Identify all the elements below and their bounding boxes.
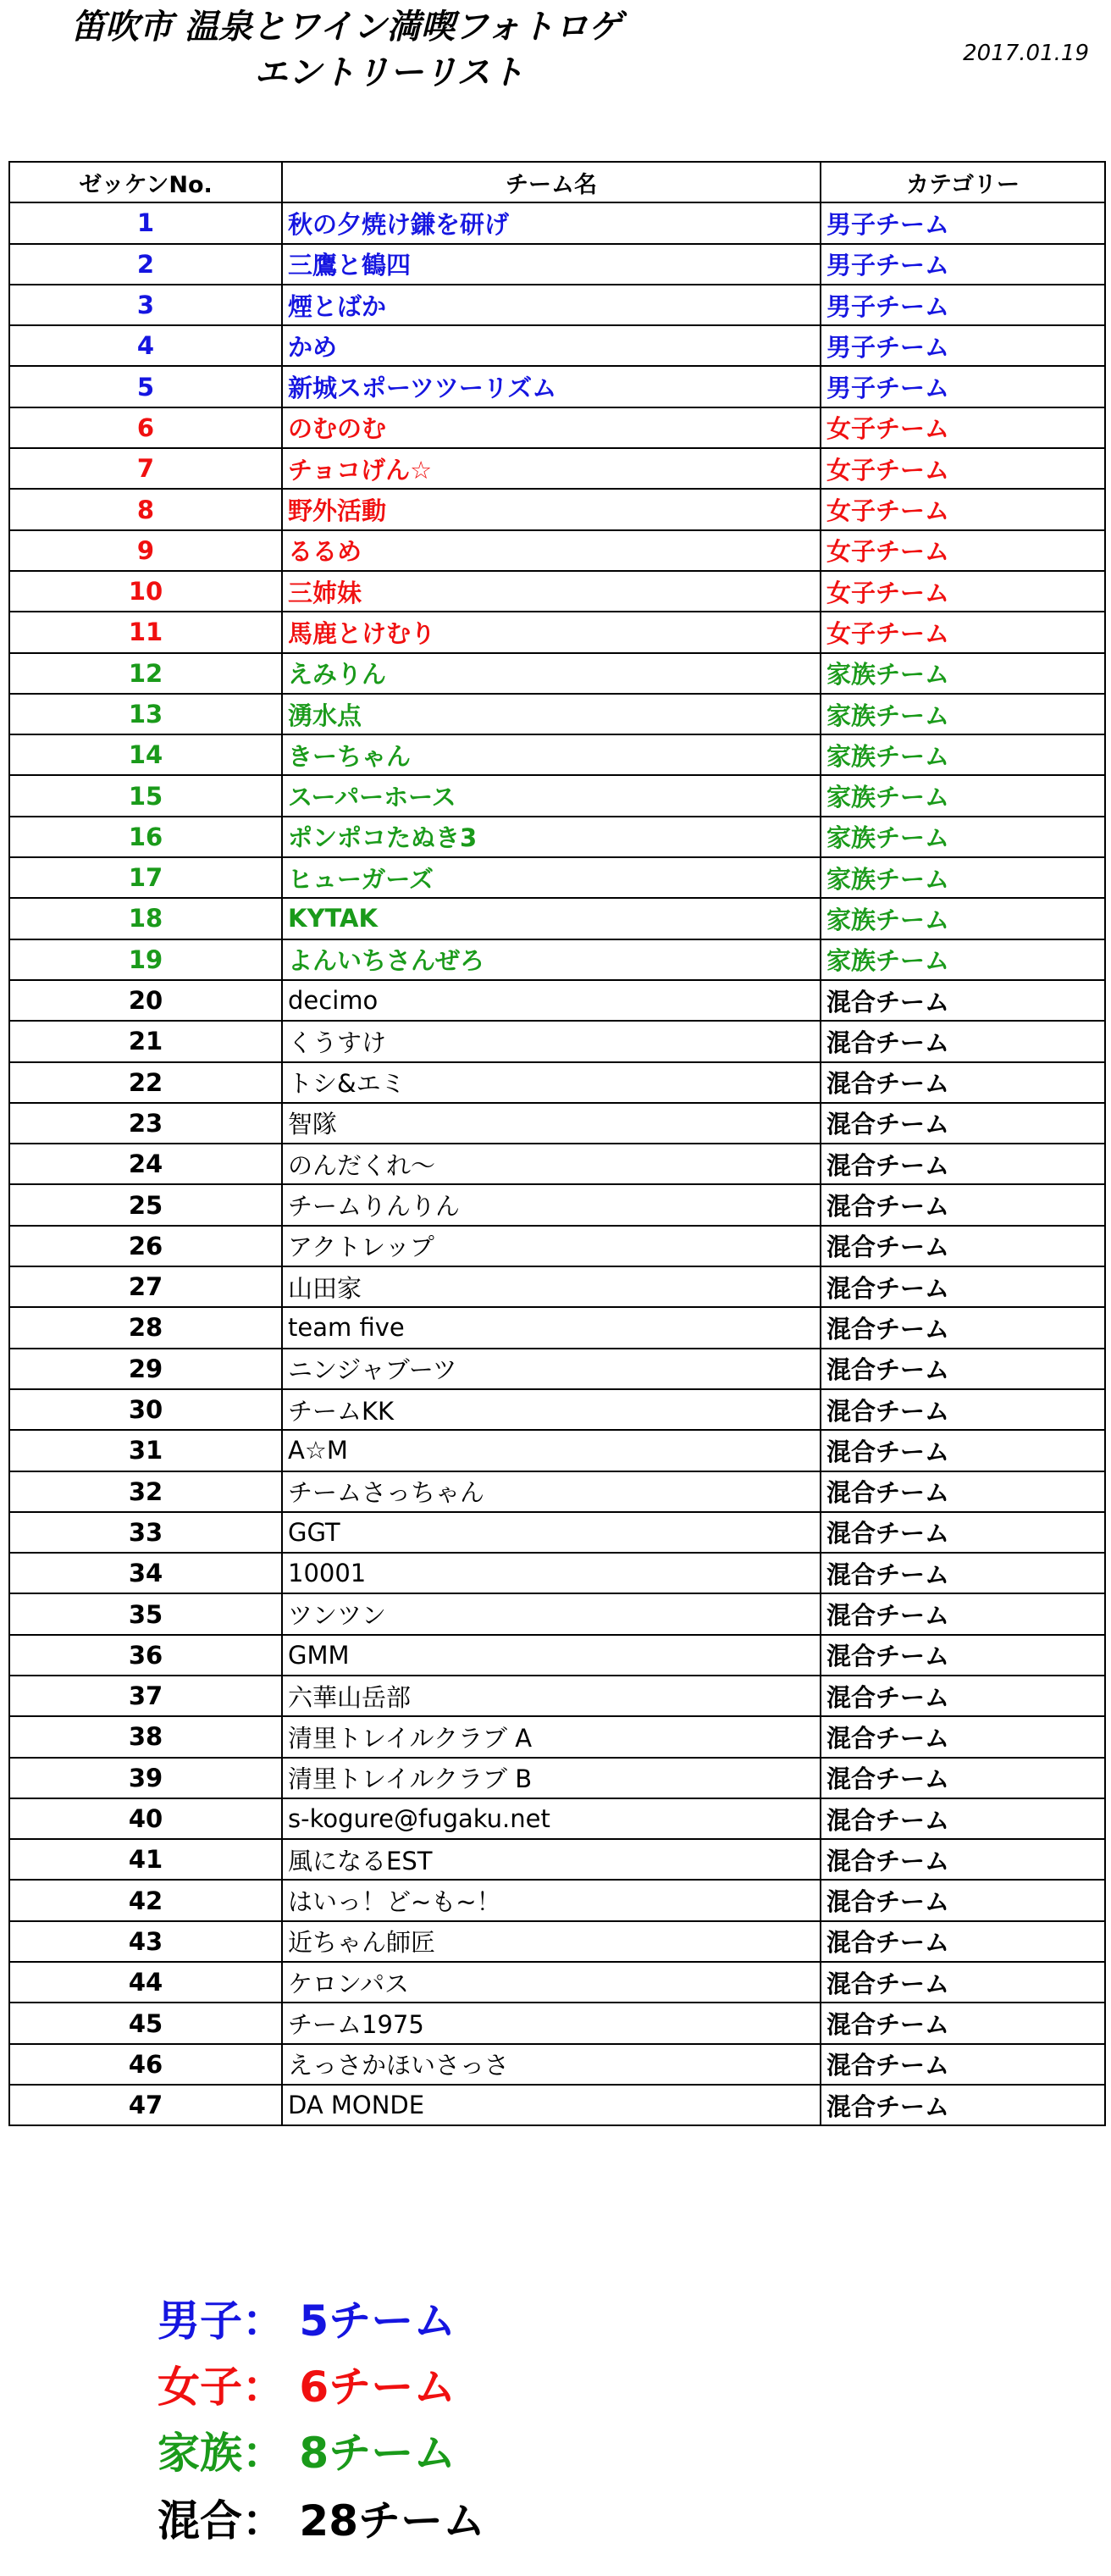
team-name: のむのむ bbox=[282, 407, 821, 448]
table-row bbox=[9, 1798, 1105, 1839]
table-row bbox=[9, 448, 1105, 489]
team-category: 混合チーム bbox=[821, 2085, 1105, 2125]
team-name: 10001 bbox=[282, 1553, 821, 1593]
entry-number: 11 bbox=[9, 612, 282, 652]
entry-number: 6 bbox=[9, 407, 282, 448]
table-row bbox=[9, 1512, 1105, 1553]
entry-number: 35 bbox=[9, 1593, 282, 1634]
table-row bbox=[9, 1593, 1105, 1634]
team-category: 家族チーム bbox=[821, 857, 1105, 898]
team-category: 男子チーム bbox=[821, 325, 1105, 366]
team-category: 混合チーム bbox=[821, 1798, 1105, 1839]
entry-number: 22 bbox=[9, 1062, 282, 1103]
entry-number: 3 bbox=[9, 285, 282, 325]
team-category: 混合チーム bbox=[821, 1062, 1105, 1103]
team-name: ニンジャブーツ bbox=[282, 1349, 821, 1389]
entry-number: 14 bbox=[9, 734, 282, 775]
team-name: のんだくれ～ bbox=[282, 1144, 821, 1184]
team-name: えみりん bbox=[282, 653, 821, 694]
team-category: 女子チーム bbox=[821, 530, 1105, 571]
entry-number: 45 bbox=[9, 2003, 282, 2043]
table-row bbox=[9, 1471, 1105, 1512]
team-category: 家族チーム bbox=[821, 898, 1105, 939]
team-category: 混合チーム bbox=[821, 1635, 1105, 1676]
entry-number: 43 bbox=[9, 1921, 282, 1962]
entry-number: 8 bbox=[9, 489, 282, 529]
team-name: 野外活動 bbox=[282, 489, 821, 529]
team-name: 新城スポーツツーリズム bbox=[282, 366, 821, 407]
entry-number: 19 bbox=[9, 939, 282, 980]
entry-number: 12 bbox=[9, 653, 282, 694]
team-name: KYTAK bbox=[282, 898, 821, 939]
entry-number: 9 bbox=[9, 530, 282, 571]
column-header-category: カテゴリー bbox=[821, 162, 1105, 202]
team-category: 男子チーム bbox=[821, 244, 1105, 285]
entry-number: 13 bbox=[9, 694, 282, 734]
entry-table bbox=[8, 161, 1106, 2126]
entry-number: 31 bbox=[9, 1430, 282, 1471]
entry-number: 10 bbox=[9, 571, 282, 612]
team-category: 混合チーム bbox=[821, 1512, 1105, 1553]
team-category: 女子チーム bbox=[821, 407, 1105, 448]
table-row bbox=[9, 1389, 1105, 1430]
team-name: よんいちさんぜろ bbox=[282, 939, 821, 980]
table-row bbox=[9, 1880, 1105, 1920]
table-row bbox=[9, 366, 1105, 407]
team-category: 家族チーム bbox=[821, 653, 1105, 694]
team-name: 清里トレイルクラブ B bbox=[282, 1758, 821, 1798]
entry-number: 42 bbox=[9, 1880, 282, 1920]
team-name: アクトレップ bbox=[282, 1226, 821, 1266]
team-name: GGT bbox=[282, 1512, 821, 1553]
team-name: くうすけ bbox=[282, 1021, 821, 1061]
table-row bbox=[9, 775, 1105, 816]
team-category: 混合チーム bbox=[821, 1921, 1105, 1962]
entry-number: 39 bbox=[9, 1758, 282, 1798]
table-row bbox=[9, 1184, 1105, 1225]
entry-number: 17 bbox=[9, 857, 282, 898]
entry-number: 21 bbox=[9, 1021, 282, 1061]
team-name: 三姉妹 bbox=[282, 571, 821, 612]
entry-number: 28 bbox=[9, 1307, 282, 1348]
entry-number: 29 bbox=[9, 1349, 282, 1389]
table-row bbox=[9, 1430, 1105, 1471]
team-category: 混合チーム bbox=[821, 1349, 1105, 1389]
entry-number: 44 bbox=[9, 1962, 282, 2003]
table-row bbox=[9, 1021, 1105, 1061]
team-name: GMM bbox=[282, 1635, 821, 1676]
entry-number: 4 bbox=[9, 325, 282, 366]
table-row bbox=[9, 1144, 1105, 1184]
entry-number: 23 bbox=[9, 1103, 282, 1144]
entry-number: 34 bbox=[9, 1553, 282, 1593]
entry-number: 40 bbox=[9, 1798, 282, 1839]
team-name: s-kogure@fugaku.net bbox=[282, 1798, 821, 1839]
entry-number: 16 bbox=[9, 817, 282, 857]
team-category: 混合チーム bbox=[821, 1962, 1105, 2003]
table-row bbox=[9, 571, 1105, 612]
table-row bbox=[9, 285, 1105, 325]
table-row bbox=[9, 898, 1105, 939]
team-category: 混合チーム bbox=[821, 1226, 1105, 1266]
team-name: 煙とばか bbox=[282, 285, 821, 325]
entry-number: 5 bbox=[9, 366, 282, 407]
table-row bbox=[9, 1839, 1105, 1880]
summary-line: 家族： 8チーム bbox=[158, 2429, 456, 2478]
table-row bbox=[9, 202, 1105, 243]
table-row bbox=[9, 653, 1105, 694]
table-row bbox=[9, 1103, 1105, 1144]
team-name: ケロンパス bbox=[282, 1962, 821, 2003]
page-title: 笛吹市 温泉とワイン満喫フォトロゲ bbox=[71, 8, 622, 47]
table-row bbox=[9, 612, 1105, 652]
team-name: トシ&エミ bbox=[282, 1062, 821, 1103]
table-row bbox=[9, 1921, 1105, 1962]
team-name: 秋の夕焼け鎌を研げ bbox=[282, 202, 821, 243]
team-category: 混合チーム bbox=[821, 1758, 1105, 1798]
table-row bbox=[9, 489, 1105, 529]
team-name: 湧水点 bbox=[282, 694, 821, 734]
table-row bbox=[9, 2085, 1105, 2125]
team-category: 混合チーム bbox=[821, 1676, 1105, 1716]
entry-number: 18 bbox=[9, 898, 282, 939]
table-row bbox=[9, 1962, 1105, 2003]
team-category: 混合チーム bbox=[821, 1716, 1105, 1757]
team-category: 家族チーム bbox=[821, 775, 1105, 816]
team-category: 混合チーム bbox=[821, 1144, 1105, 1184]
team-category: 男子チーム bbox=[821, 366, 1105, 407]
team-category: 混合チーム bbox=[821, 1266, 1105, 1307]
table-row bbox=[9, 1226, 1105, 1266]
team-name: DA MONDE bbox=[282, 2085, 821, 2125]
team-name: 智隊 bbox=[282, 1103, 821, 1144]
table-row bbox=[9, 407, 1105, 448]
document-date: 2017.01.19 bbox=[963, 41, 1089, 66]
team-name: ツンツン bbox=[282, 1593, 821, 1634]
entry-number: 38 bbox=[9, 1716, 282, 1757]
team-name: 三鷹と鶴四 bbox=[282, 244, 821, 285]
team-name: ポンポコたぬき3 bbox=[282, 817, 821, 857]
team-category: 混合チーム bbox=[821, 1307, 1105, 1348]
entry-number: 41 bbox=[9, 1839, 282, 1880]
entry-number: 47 bbox=[9, 2085, 282, 2125]
entry-number: 15 bbox=[9, 775, 282, 816]
entry-number: 2 bbox=[9, 244, 282, 285]
team-name: きーちゃん bbox=[282, 734, 821, 775]
table-row bbox=[9, 2003, 1105, 2043]
team-name: 風になるEST bbox=[282, 1839, 821, 1880]
table-row bbox=[9, 980, 1105, 1021]
entry-number: 30 bbox=[9, 1389, 282, 1430]
table-row bbox=[9, 1676, 1105, 1716]
page-subtitle: エントリーリスト bbox=[254, 53, 525, 92]
team-category: 男子チーム bbox=[821, 285, 1105, 325]
entry-number: 26 bbox=[9, 1226, 282, 1266]
team-category: 混合チーム bbox=[821, 1389, 1105, 1430]
table-row bbox=[9, 857, 1105, 898]
team-category: 家族チーム bbox=[821, 734, 1105, 775]
summary-line: 男子： 5チーム bbox=[158, 2296, 456, 2346]
column-header-number: ゼッケンNo. bbox=[9, 162, 282, 202]
team-name: decimo bbox=[282, 980, 821, 1021]
entry-number: 25 bbox=[9, 1184, 282, 1225]
team-name: 近ちゃん師匠 bbox=[282, 1921, 821, 1962]
team-category: 混合チーム bbox=[821, 2044, 1105, 2085]
table-row bbox=[9, 2044, 1105, 2085]
team-category: 混合チーム bbox=[821, 1103, 1105, 1144]
team-category: 混合チーム bbox=[821, 1553, 1105, 1593]
team-category: 女子チーム bbox=[821, 571, 1105, 612]
entry-number: 1 bbox=[9, 202, 282, 243]
team-name: 馬鹿とけむり bbox=[282, 612, 821, 652]
entry-number: 32 bbox=[9, 1471, 282, 1512]
entry-number: 7 bbox=[9, 448, 282, 489]
table-row bbox=[9, 939, 1105, 980]
team-name: 清里トレイルクラブ A bbox=[282, 1716, 821, 1757]
team-name: スーパーホース bbox=[282, 775, 821, 816]
team-name: かめ bbox=[282, 325, 821, 366]
team-name: チーム1975 bbox=[282, 2003, 821, 2043]
team-category: 女子チーム bbox=[821, 612, 1105, 652]
table-row bbox=[9, 1062, 1105, 1103]
team-category: 混合チーム bbox=[821, 980, 1105, 1021]
column-header-team-name: チーム名 bbox=[282, 162, 821, 202]
entry-number: 46 bbox=[9, 2044, 282, 2085]
entry-number: 20 bbox=[9, 980, 282, 1021]
table-row bbox=[9, 1553, 1105, 1593]
table-row bbox=[9, 1307, 1105, 1348]
table-row bbox=[9, 1716, 1105, 1757]
team-category: 男子チーム bbox=[821, 202, 1105, 243]
entry-number: 36 bbox=[9, 1635, 282, 1676]
table-header-row bbox=[9, 162, 1105, 202]
team-category: 家族チーム bbox=[821, 939, 1105, 980]
entry-number: 24 bbox=[9, 1144, 282, 1184]
team-name: るるめ bbox=[282, 530, 821, 571]
team-category: 混合チーム bbox=[821, 1021, 1105, 1061]
team-name: チョコげん☆ bbox=[282, 448, 821, 489]
table-row bbox=[9, 530, 1105, 571]
table-row bbox=[9, 817, 1105, 857]
summary-line: 女子： 6チーム bbox=[158, 2363, 456, 2412]
team-category: 家族チーム bbox=[821, 817, 1105, 857]
entry-number: 27 bbox=[9, 1266, 282, 1307]
team-category: 混合チーム bbox=[821, 1430, 1105, 1471]
table-row bbox=[9, 1349, 1105, 1389]
team-name: チームりんりん bbox=[282, 1184, 821, 1225]
team-name: チームKK bbox=[282, 1389, 821, 1430]
table-row bbox=[9, 694, 1105, 734]
entry-number: 37 bbox=[9, 1676, 282, 1716]
team-name: 六華山岳部 bbox=[282, 1676, 821, 1716]
team-category: 混合チーム bbox=[821, 1471, 1105, 1512]
team-category: 混合チーム bbox=[821, 1593, 1105, 1634]
team-category: 女子チーム bbox=[821, 448, 1105, 489]
team-name: チームさっちゃん bbox=[282, 1471, 821, 1512]
table-row bbox=[9, 1635, 1105, 1676]
table-row bbox=[9, 244, 1105, 285]
team-category: 混合チーム bbox=[821, 1184, 1105, 1225]
team-name: えっさかほいさっさ bbox=[282, 2044, 821, 2085]
table-row bbox=[9, 325, 1105, 366]
team-name: A☆M bbox=[282, 1430, 821, 1471]
team-category: 家族チーム bbox=[821, 694, 1105, 734]
team-name: team five bbox=[282, 1307, 821, 1348]
team-name: 山田家 bbox=[282, 1266, 821, 1307]
team-category: 混合チーム bbox=[821, 1880, 1105, 1920]
entry-number: 33 bbox=[9, 1512, 282, 1553]
team-category: 混合チーム bbox=[821, 1839, 1105, 1880]
team-name: はいっ！ど~も~！ bbox=[282, 1880, 821, 1920]
table-row bbox=[9, 1266, 1105, 1307]
team-category: 混合チーム bbox=[821, 2003, 1105, 2043]
team-category: 女子チーム bbox=[821, 489, 1105, 529]
summary-line: 混合： 28チーム bbox=[158, 2496, 485, 2546]
table-row bbox=[9, 734, 1105, 775]
team-name: ヒューガーズ bbox=[282, 857, 821, 898]
table-row bbox=[9, 1758, 1105, 1798]
